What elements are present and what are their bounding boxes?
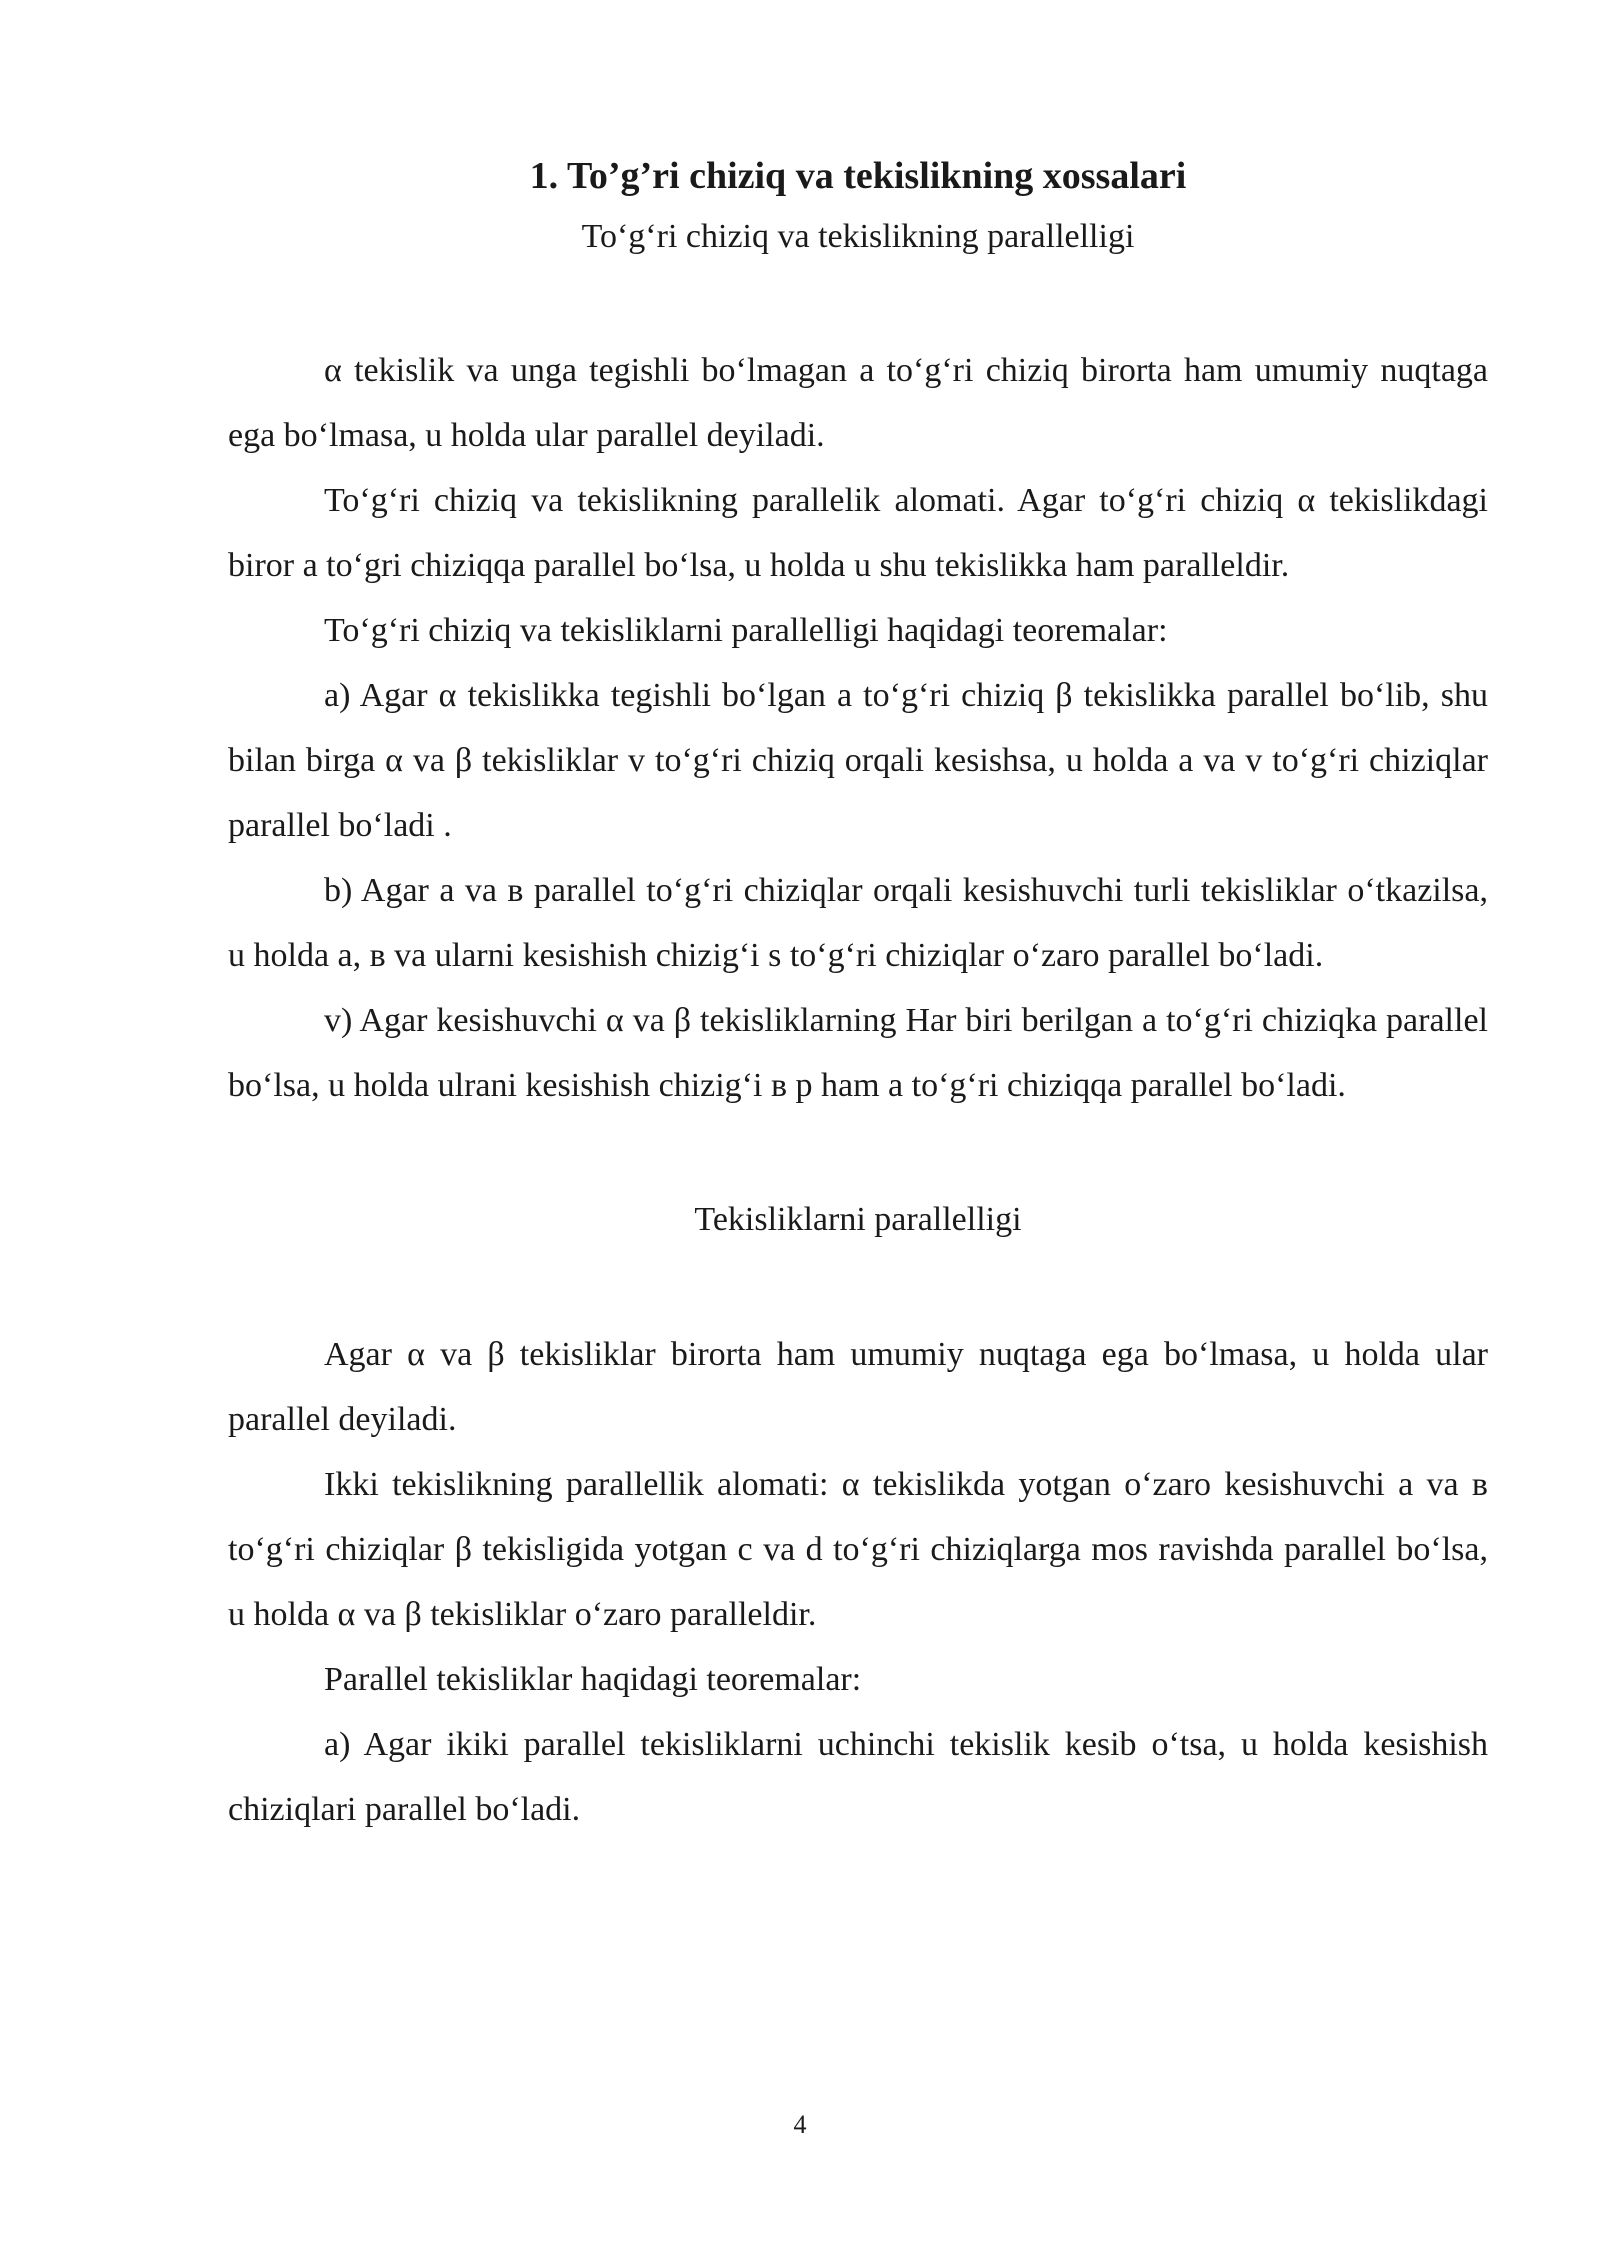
page-number: 4 — [793, 2110, 807, 2139]
section-subheading: To‘g‘ri chiziq va tekislikning parallelligi — [581, 218, 1135, 256]
spacer — [228, 1118, 1488, 1198]
paragraph: a) Agar α tekislikka tegishli bo‘lgan a to‘g‘ri chiziq β tekislikka parallel bo‘lib, shu bilan birga α va β tekisliklar v to‘g‘ri chiziq orqali kesishsa, u holda a va v to‘g‘ri chiziqlar parallel bo‘ladi . — [228, 676, 1488, 844]
section1-body — [228, 338, 1488, 1118]
spacer — [228, 260, 1488, 338]
paragraph: To‘g‘ri chiziq va tekislikning parallelik alomati. Agar to‘g‘ri chiziq α tekislikdagi biror a to‘gri chiziqqa parallel bo‘lsa, u holda u shu tekislikka ham parallеldir. — [228, 481, 1488, 584]
paragraph: Agar α va β tekisliklar birorta ham umumiy nuqtaga ega bo‘lmasa, u holda ular parallel deyiladi. — [228, 1335, 1488, 1438]
paragraph: Parallel tekisliklar haqidagi teoremalar: — [324, 1660, 862, 1698]
page-heading: 1. To’g’ri chiziq va tekislikning xossalari — [529, 155, 1187, 197]
spacer — [228, 1242, 1488, 1322]
paragraph: Ikki tekislikning parallellik alomati: α tekislikda yotgan o‘zaro kesishuvchi a va в to‘g‘ri chiziqlar β tekisligida yotgan c va d to‘g‘ri chiziqlarga mos ravishda parallel bo‘lsa, u holda α va β tekisliklar o‘zaro parallеldir. — [228, 1465, 1488, 1633]
document-page — [228, 140, 1488, 1842]
paragraph: a) Agar ikiki parallel tekisliklarni uchinchi tekislik kesib o‘tsa, u holda kesishish chiziqlari parallel bo‘ladi. — [228, 1725, 1488, 1828]
paragraph: b) Agar a va в parallel to‘g‘ri chiziqlar orqali kesishuvchi turli tekisliklar o‘tkazilsa, u holda a, в va ularni kesishish chizig‘i s to‘g‘ri chiziqlar o‘zaro parallel bo‘ladi. — [228, 871, 1488, 974]
paragraph: To‘g‘ri chiziq va tekisliklarni parallelligi haqidagi teoremalar: — [324, 611, 1168, 649]
section2-body — [228, 1322, 1488, 1842]
section-title: Tekisliklarni parallelligi — [694, 1200, 1022, 1238]
paragraph: v) Agar kesishuvchi α va β tekisliklarning Har biri berilgan a to‘g‘ri chiziqka parallel bo‘lsa, u holda ulrani kesishish chizig‘i в p ham a to‘g‘ri chiziqqa parallel bo‘ladi. — [228, 1001, 1488, 1104]
paragraph: α tekislik va unga tegishli bo‘lmagan a to‘g‘ri chiziq birorta ham umumiy nuqtaga ega bo‘lmasa, u holda ular parallel deyiladi. — [228, 351, 1488, 454]
